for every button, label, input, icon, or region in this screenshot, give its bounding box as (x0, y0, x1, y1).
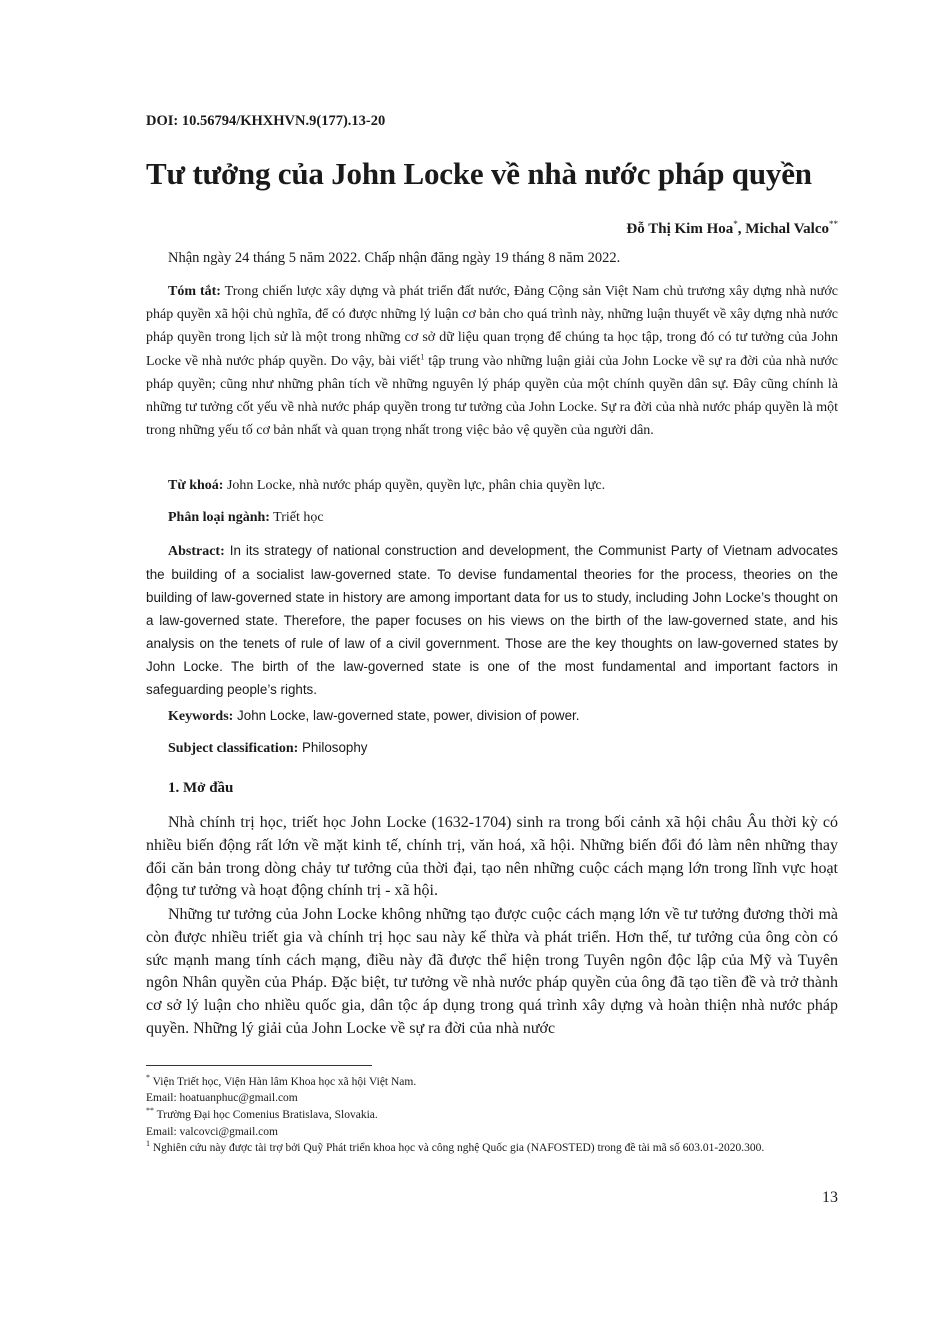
footnote (146, 1107, 838, 1124)
page-number: 13 (822, 1189, 838, 1206)
footnote-mark: * (146, 1073, 150, 1083)
section-heading: 1. Mở đầu (168, 780, 234, 796)
footnote (146, 1124, 838, 1141)
keywords-label: Keywords: (168, 709, 234, 724)
classification-vietnamese (168, 510, 324, 526)
classification-english (168, 740, 368, 757)
doi-line: DOI: 10.56794/KHXHVN.9(177).13-20 (146, 113, 386, 129)
abstract-english (146, 539, 838, 701)
classification-label: Subject classification: (168, 741, 299, 756)
author-line (626, 219, 838, 238)
classification-label: Phân loại ngành: (168, 510, 270, 525)
footnote-mark: 1 (146, 1139, 150, 1149)
article-title: Tư tưởng của John Locke về nhà nước pháp quyền (146, 156, 812, 191)
keywords-text: John Locke, nhà nước pháp quyền, quyền lực, phân chia quyền lực. (223, 478, 606, 493)
received-dates: Nhận ngày 24 tháng 5 năm 2022. Chấp nhận đăng ngày 19 tháng 8 năm 2022. (168, 250, 621, 266)
abstract-text: In its strategy of national construction and development, the Communist Party of Vietnam advocates the building of a socialist law-governed state. To devise fundamental theories for the process, theories on the building of law-governed state in history are among important data for us to study, including John Locke’s thought on a law-governed state. Therefore, the paper focuses on his views on the birth of the law-governed state, and his analysis on the tenets of rule of law of a civil government. Those are the key thoughts on law-governed states by John Locke. The birth of the law-governed state is one of the most fundamental and important factors in safeguarding people’s rights. (146, 543, 838, 697)
footnote-text: Nghiên cứu này được tài trợ bởi Quỹ Phát triển khoa học và công nghệ Quốc gia (NAFOSTED) trong đề tài mã số 603.01-2020.300. (150, 1142, 765, 1154)
author-separator: , (737, 221, 746, 237)
author-name: Đỗ Thị Kim Hoa (626, 221, 734, 237)
keywords-vietnamese (168, 478, 605, 494)
footnote (146, 1074, 838, 1091)
footnote-text: Email: valcovci@gmail.com (146, 1126, 278, 1138)
body-paragraph: Nhà chính trị học, triết học John Locke (1632-1704) sinh ra trong bối cảnh xã hội châu Âu thời kỳ có nhiều biến động rất lớn về mặt kinh tế, chính trị, văn hoá, xã hội. Những biến đổi đó làm nên những thay đổi căn bản trong dòng chảy tư tưởng của thời đại, tạo nên những cuộc cách mạng lớn trong lĩnh vực hoạt động tư tưởng và hoạt động chính trị - xã hội. (146, 814, 838, 900)
footnote-ref: 1 (420, 351, 425, 361)
abstract-vietnamese (146, 280, 838, 442)
keywords-english (168, 708, 579, 725)
body-paragraph: Những tư tưởng của John Locke không những tạo được cuộc cách mạng lớn về tư tưởng đương thời mà còn được nhiều triết gia và chính trị học sau này kế thừa và phát triển. Hơn thế, tư tưởng của ông còn có sức mạnh mang tính cách mạng, điều này đã được thể hiện trong Tuyên ngôn độc lập của Mỹ và Tuyên ngôn Nhân quyền của Pháp. Đặc biệt, tư tưởng về nhà nước pháp quyền của ông đã tạo tiền đề và trở thành cơ sở lý luận cho nhiều quốc gia, dân tộc áp dụng trong quá trình xây dựng và hoàn thiện nhà nước pháp quyền. Những lý giải của John Locke về sự ra đời của nhà nước (146, 906, 838, 1037)
classification-text: Triết học (269, 510, 324, 525)
footnote-text: Viện Triết học, Viện Hàn lâm Khoa học xã hội Việt Nam. (150, 1076, 417, 1088)
footnote-text: Email: hoatuanphuc@gmail.com (146, 1092, 298, 1104)
author-footnote-mark: * (733, 219, 738, 229)
footnote (146, 1090, 838, 1107)
abstract-text: Trong chiến lược xây dựng và phát triển đất nước, Đảng Cộng sản Việt Nam chủ trương xây dựng nhà nước pháp quyền xã hội chủ nghĩa, để có được những lý luận cơ bản cho quá trình này, những luận thuyết về xây dựng nhà nước pháp quyền trong lịch sử là một trong những cơ sở dữ liệu quan trọng để chúng ta học tập, trong đó có tư tưởng của John Locke về nhà nước pháp quyền. Do vậy, bài viết (146, 284, 838, 369)
abstract-label: Abstract: (168, 544, 225, 559)
footnote-mark: ** (146, 1106, 154, 1116)
footnote-divider (146, 1065, 372, 1066)
classification-text: Philosophy (298, 740, 368, 755)
footnote-text: Trường Đại học Comenius Bratislava, Slovakia. (154, 1109, 378, 1121)
abstract-label: Tóm tắt: (168, 284, 221, 299)
keywords-text: John Locke, law-governed state, power, division of power. (233, 708, 580, 723)
abstract-text: tập trung vào những luận giải của John Locke về sự ra đời của nhà nước pháp quyền; cũng như những phân tích về những nguyên lý pháp quyền của một chính quyền dân sự. Đây cũng chính là những tư tưởng cốt yếu về nhà nước pháp quyền trong tư tưởng của John Locke. Sự ra đời của nhà nước pháp quyền là một trong những yếu tố cơ bản nhất và quan trọng nhất trong việc bảo vệ quyền của người dân. (146, 353, 838, 439)
author-footnote-mark: ** (829, 219, 838, 229)
footnote (146, 1140, 838, 1157)
author-name: Michal Valco (745, 221, 829, 237)
keywords-label: Từ khoá: (168, 478, 224, 493)
